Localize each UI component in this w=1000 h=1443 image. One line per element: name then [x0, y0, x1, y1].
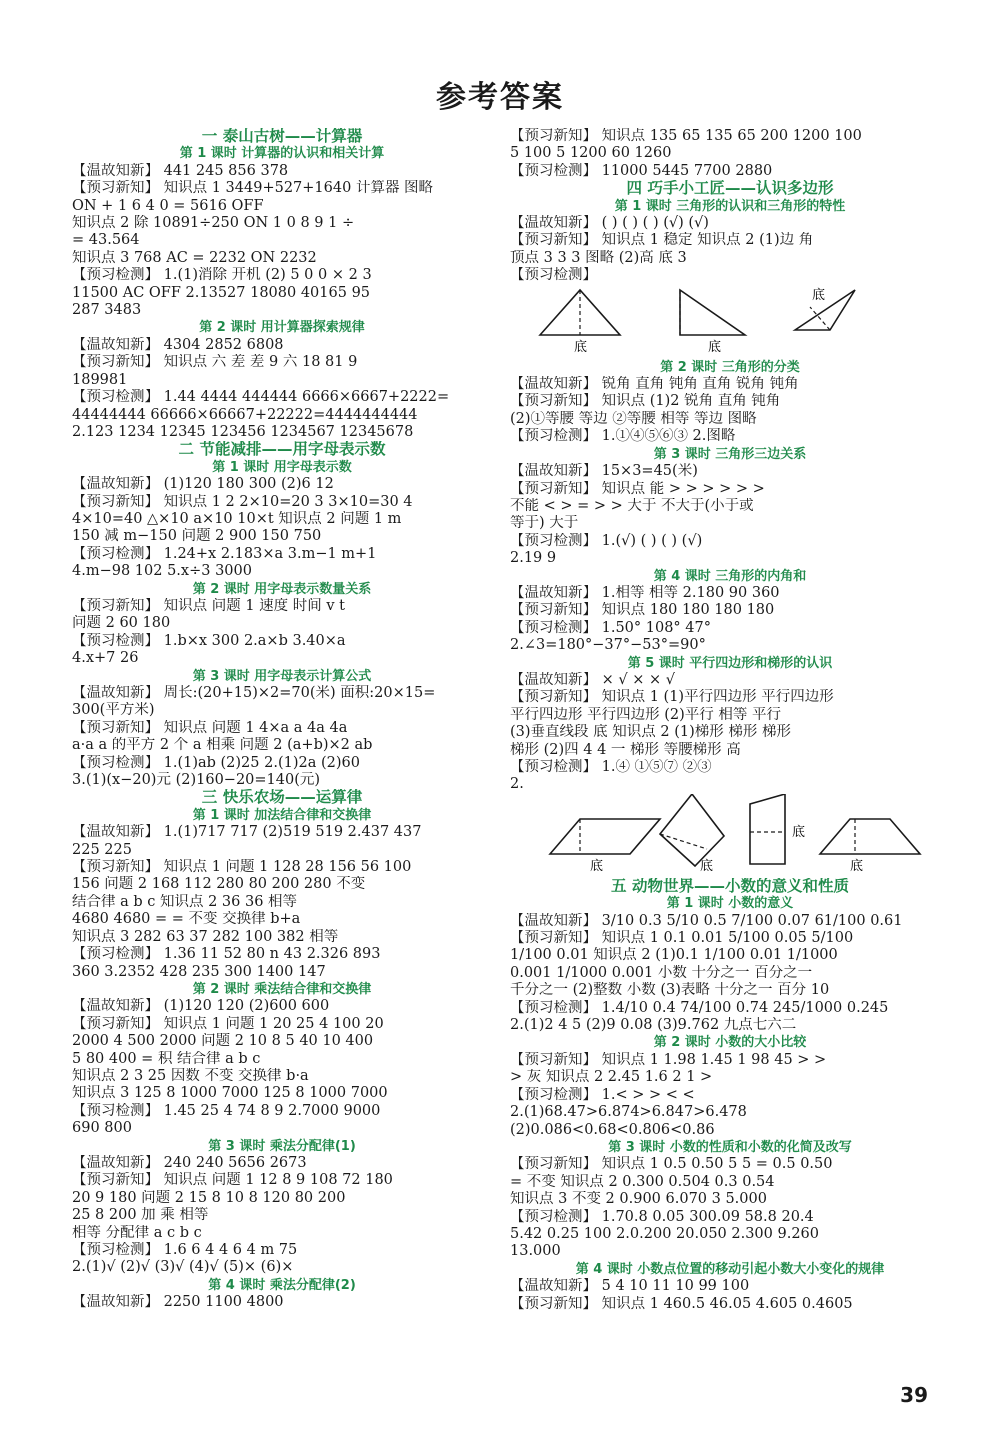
figure-base-label: 底 — [850, 858, 864, 874]
answer-line: 【预习检测】 1.44 4444 444444 6666×6667+2222= — [72, 389, 450, 406]
answer-line: 【温故知新】 (1)120 120 (2)600 600 — [72, 998, 330, 1015]
answer-line: 知识点 3 不变 2 0.900 6.070 3 5.000 — [510, 1191, 767, 1208]
answer-column-left — [72, 128, 492, 1312]
answer-line: 3.(1)(x−20)元 (2)160−20=140(元) — [72, 772, 321, 789]
figure-base-label: 底 — [574, 339, 588, 355]
answer-line: 平行四边形 平行四边形 (2)平行 相等 平行 — [510, 706, 781, 723]
answer-line: 287 3483 — [72, 302, 142, 319]
answer-line: 20 9 180 问题 2 15 8 10 8 120 80 200 — [72, 1189, 346, 1206]
answer-line: 44444444 66666×66667+22222=4444444444 — [72, 406, 418, 423]
answer-line: 【预习检测】 1.b×x 300 2.a×b 3.40×a — [72, 632, 346, 649]
answer-line: 千分之一 (2)整数 小数 (3)表略 十分之一 百分 10 — [510, 982, 830, 999]
answer-line: 【温故知新】 5 4 10 11 10 99 100 — [510, 1278, 750, 1295]
answer-line: 【预习新知】 知识点 1 问题 1 128 28 156 56 100 — [72, 859, 412, 876]
answer-line: (2)0.086<0.68<0.806<0.86 — [510, 1121, 715, 1138]
answer-line: 11500 AC OFF 2.13527 18080 40165 95 — [72, 284, 371, 301]
answer-line: (2)①等腰 等边 ②等腰 相等 等边 图略 — [510, 410, 757, 427]
figure-base-label: 底 — [792, 824, 806, 840]
answer-line: 知识点 2 3 25 因数 不变 交换律 b·a — [72, 1067, 309, 1084]
answer-line: 1/100 0.01 知识点 2 (1)0.1 1/100 0.01 1/1000 — [510, 947, 838, 964]
answer-line: 【预习新知】 知识点 1 0.1 0.01 5/100 0.05 5/100 — [510, 930, 854, 947]
answer-line: 4680 4680 = = 不变 交换律 b+a — [72, 911, 301, 928]
figure-base-label: 底 — [812, 287, 826, 303]
answer-line: 【预习检测】 11000 5445 7700 2880 — [510, 162, 773, 179]
figure-base-label: 底 — [590, 858, 604, 874]
answer-line: 【预习新知】 知识点 问题 1 4×a a 4a 4a — [72, 719, 348, 736]
answer-line: 5 80 400 = 积 结合律 a b c — [72, 1050, 261, 1067]
answer-column-right — [510, 128, 950, 1313]
page-title: 参考答案 — [436, 80, 564, 115]
answer-line: 【温故知新】 1.(1)717 717 (2)519 519 2.437 437 — [72, 824, 422, 841]
answer-line: 【温故知新】 1.相等 相等 2.180 90 360 — [510, 584, 780, 601]
lesson-heading: 第 2 课时 小数的大小比较 — [653, 1035, 807, 1051]
answer-line: 5.42 0.25 100 2.0.200 20.050 2.300 9.260 — [510, 1225, 820, 1242]
unit-heading: 一 泰山古树——计算器 — [201, 128, 363, 145]
answer-line: 【预习新知】 知识点 1 问题 1 20 25 4 100 20 — [72, 1015, 384, 1032]
figure-shape — [550, 819, 660, 854]
answer-line: 【温故知新】 240 240 5656 2673 — [72, 1154, 307, 1171]
answer-line: 结合律 a b c 知识点 2 36 36 相等 — [72, 893, 298, 910]
lesson-heading: 第 4 课时 小数点位置的移动引起小数大小变化的规律 — [575, 1261, 885, 1277]
answer-line: 2.∠3=180°−37°−53°=90° — [510, 637, 706, 654]
answer-line: 【预习检测】 1.④ ①⑤⑦ ②③ — [510, 759, 712, 775]
answer-line: 【温故知新】 周长:(20+15)×2=70(米) 面积:20×15= — [72, 685, 436, 701]
answer-line: 【温故知新】 × √ × × √ — [510, 671, 675, 688]
answer-line: 2.19 9 — [510, 550, 557, 567]
answer-line: 0.001 1/1000 0.001 小数 十分之一 百分之一 — [510, 964, 813, 981]
answer-line: 【预习新知】 知识点 1 0.5 0.50 5 5 = 0.5 0.50 — [510, 1156, 833, 1173]
answer-line: 【温故知新】 3/10 0.3 5/10 0.5 7/100 0.07 61/100 0.61 — [510, 912, 903, 929]
answer-line: 【温故知新】 (1)120 180 300 (2)6 12 — [72, 476, 334, 493]
answer-line: 【温故知新】 ( ) ( ) ( ) (√) (√) — [510, 215, 709, 232]
answer-line: 【温故知新】 441 245 856 378 — [72, 162, 289, 179]
answer-line: 2.123 1234 12345 123456 1234567 12345678 — [72, 423, 414, 440]
figure-shape — [680, 290, 745, 335]
answer-line: 【预习检测】 1.24+x 2.183×a 3.m−1 m+1 — [72, 545, 377, 562]
answer-line: 【预习检测】 1.(√) ( ) ( ) (√) — [510, 532, 703, 549]
quadrilateral-height-figures — [510, 794, 950, 874]
lesson-heading: 第 3 课时 三角形三边关系 — [653, 446, 807, 462]
answer-line: 顶点 3 3 3 图略 (2)高 底 3 — [510, 249, 687, 266]
answer-line: 【预习新知】 知识点 1 460.5 46.05 4.605 0.4605 — [510, 1295, 853, 1312]
answer-line: 【预习检测】 1.36 11 52 80 n 43 2.326 893 — [72, 946, 381, 963]
unit-heading: 三 快乐农场——运算律 — [201, 789, 363, 807]
unit-heading: 五 动物世界——小数的意义和性质 — [611, 877, 849, 895]
answer-line: 4.x+7 26 — [72, 650, 139, 667]
answer-line: 【预习新知】 知识点 问题 1 速度 时间 v t — [72, 597, 346, 614]
answer-line: 4×10=40 △×10 a×10 10×t 知识点 2 问题 1 m — [72, 510, 402, 527]
lesson-heading: 第 3 课时 小数的性质和小数的化简及改写 — [608, 1139, 852, 1155]
answer-line: 【温故知新】 4304 2852 6808 — [72, 336, 284, 353]
lesson-heading: 第 5 课时 平行四边形和梯形的认识 — [627, 655, 833, 671]
lesson-heading: 第 1 课时 三角形的认识和三角形的特性 — [614, 198, 846, 214]
lesson-heading: 第 3 课时 乘法分配律(1) — [208, 1138, 356, 1154]
answer-line: 【预习新知】 知识点 1 1.98 1.45 1 98 45 > > — [510, 1051, 827, 1068]
answer-line: 【预习新知】 知识点 1 稳定 知识点 2 (1)边 角 — [510, 232, 814, 249]
figure-shape — [660, 794, 724, 866]
answer-line: 【预习新知】 知识点 1 (1)平行四边形 平行四边形 — [510, 689, 834, 706]
lesson-heading: 第 3 课时 用字母表示计算公式 — [192, 668, 372, 684]
answer-line: 知识点 2 除 10891÷250 ON 1 0 8 9 1 ÷ — [72, 215, 355, 232]
answer-line: 知识点 3 768 AC = 2232 ON 2232 — [72, 249, 317, 266]
answer-line: 【预习新知】 知识点 135 65 135 65 200 1200 100 — [510, 128, 862, 144]
answer-line: 【预习检测】 1.(1)ab (2)25 2.(1)2a (2)60 — [72, 754, 360, 771]
answer-line: 【温故知新】 锐角 直角 钝角 直角 锐角 钝角 — [510, 376, 799, 393]
answer-line: 156 问题 2 168 112 280 80 200 280 不变 — [72, 876, 366, 893]
answer-line: 【预习检测】 1.①④⑤⑥③ 2.图略 — [510, 428, 736, 445]
answer-line: 【预习检测】 1.6 6 4 4 6 4 m 75 — [72, 1242, 298, 1258]
answer-line: 【预习新知】 知识点 (1)2 锐角 直角 钝角 — [510, 393, 781, 410]
answer-line: 【预习新知】 知识点 180 180 180 180 — [510, 602, 775, 619]
answer-line: 【预习检测】 1.50° 108° 47° — [510, 619, 711, 636]
unit-heading: 二 节能减排——用字母表示数 — [178, 441, 386, 459]
answer-line: 梯形 (2)四 4 4 一 梯形 等腰梯形 高 — [510, 741, 741, 758]
figure-shape — [750, 794, 785, 864]
unit-heading: 四 巧手小工匠——认识多边形 — [626, 180, 834, 198]
answer-line: 【预习新知】 知识点 能 > > > > > > — [510, 480, 765, 497]
answer-line: 2. — [510, 776, 524, 793]
answer-line: 4.m−98 102 5.x÷3 3000 — [72, 563, 252, 580]
lesson-heading: 第 1 课时 加法结合律和交换律 — [192, 807, 372, 823]
answer-line: > 灰 知识点 2 2.45 1.6 2 1 > — [510, 1069, 713, 1086]
figure-base-label: 底 — [700, 858, 714, 874]
answer-line: 知识点 3 125 8 1000 7000 125 8 1000 7000 — [72, 1085, 388, 1102]
lesson-heading: 第 2 课时 用计算器探索规律 — [199, 320, 365, 336]
answer-line: = 43.564 — [72, 232, 140, 249]
answer-line: 690 800 — [72, 1120, 132, 1137]
answer-line: = 不变 知识点 2 0.300 0.504 0.3 0.54 — [510, 1173, 775, 1190]
lesson-heading: 第 4 课时 乘法分配律(2) — [208, 1277, 356, 1293]
answer-line: 【预习新知】 知识点 1 2 2×10=20 3 3×10=30 4 — [72, 493, 413, 510]
answer-line: 【预习检测】 1.70.8 0.05 300.09 58.8 20.4 — [510, 1208, 814, 1225]
lesson-heading: 第 2 课时 三角形的分类 — [660, 359, 800, 375]
answer-line: 问题 2 60 180 — [72, 615, 171, 632]
answer-line: 150 减 m−150 问题 2 900 150 750 — [72, 528, 322, 545]
answer-line: 2.(1)2 4 5 (2)9 0.08 (3)9.762 九点七六二 — [510, 1017, 797, 1034]
answer-line: 225 225 — [72, 841, 132, 858]
answer-line: 25 8 200 加 乘 相等 — [72, 1207, 209, 1224]
answer-line: 300(平方米) — [72, 702, 155, 719]
page-number: 39 — [900, 1383, 928, 1407]
answer-line: 13.000 — [510, 1243, 561, 1260]
answer-line: 2000 4 500 2000 问题 2 10 8 5 40 10 400 — [72, 1033, 374, 1050]
lesson-heading: 第 2 课时 乘法结合律和交换律 — [192, 981, 372, 997]
answer-line: 360 3.2352 428 235 300 1400 147 — [72, 963, 326, 980]
lesson-heading: 第 1 课时 小数的意义 — [666, 896, 794, 912]
answer-line: 等于) 大于 — [510, 515, 579, 532]
answer-line: 【预习新知】 知识点 问题 1 12 8 9 108 72 180 — [72, 1172, 393, 1189]
answer-line: 【预习检测】 1.< > > < < — [510, 1086, 695, 1103]
answer-line: 【预习检测】 1.(1)消除 开机 (2) 5 0 0 × 2 3 — [72, 267, 372, 284]
lesson-heading: 第 4 课时 三角形的内角和 — [653, 568, 807, 584]
answer-line: (3)垂直线段 底 知识点 2 (1)梯形 梯形 梯形 — [510, 724, 791, 741]
answer-line: 【预习新知】 知识点 1 3449+527+1640 计算器 图略 — [72, 180, 434, 197]
figure-shape — [820, 819, 920, 854]
answer-line: 不能 < > = > > 大于 不大于(小于或 — [510, 497, 754, 514]
lesson-heading: 第 2 课时 用字母表示数量关系 — [192, 581, 372, 597]
triangle-height-figures — [510, 285, 950, 355]
answer-line: 【预习检测】 — [510, 267, 597, 284]
answer-line: 相等 分配律 a c b c — [72, 1224, 202, 1241]
answer-line: 5 100 5 1200 60 1260 — [510, 145, 672, 162]
answer-line: 2.(1)√ (2)√ (3)√ (4)√ (5)× (6)× — [72, 1259, 294, 1276]
figure-base-label: 底 — [708, 339, 722, 355]
answer-line: 【预习新知】 知识点 六 差 差 9 六 18 81 9 — [72, 354, 358, 371]
answer-line: 189981 — [72, 371, 128, 388]
answer-line: 【温故知新】 15×3=45(米) — [510, 463, 698, 480]
lesson-heading: 第 1 课时 用字母表示数 — [212, 459, 352, 475]
answer-line: a·a a 的平方 2 个 a 相乘 问题 2 (a+b)×2 ab — [72, 737, 373, 754]
answer-line: 2.(1)68.47>6.874>6.847>6.478 — [510, 1104, 747, 1121]
answer-line: ON + 1 6 4 0 = 5616 OFF — [72, 197, 264, 214]
answer-line: 知识点 3 282 63 37 282 100 382 相等 — [72, 928, 339, 945]
answer-line: 【温故知新】 2250 1100 4800 — [72, 1294, 284, 1311]
answer-line: 【预习检测】 1.45 25 4 74 8 9 2.7000 9000 — [72, 1102, 381, 1119]
lesson-heading: 第 1 课时 计算器的认识和相关计算 — [179, 146, 385, 162]
answer-line: 【预习检测】 1.4/10 0.4 74/100 0.74 245/1000 0.245 — [510, 999, 889, 1016]
